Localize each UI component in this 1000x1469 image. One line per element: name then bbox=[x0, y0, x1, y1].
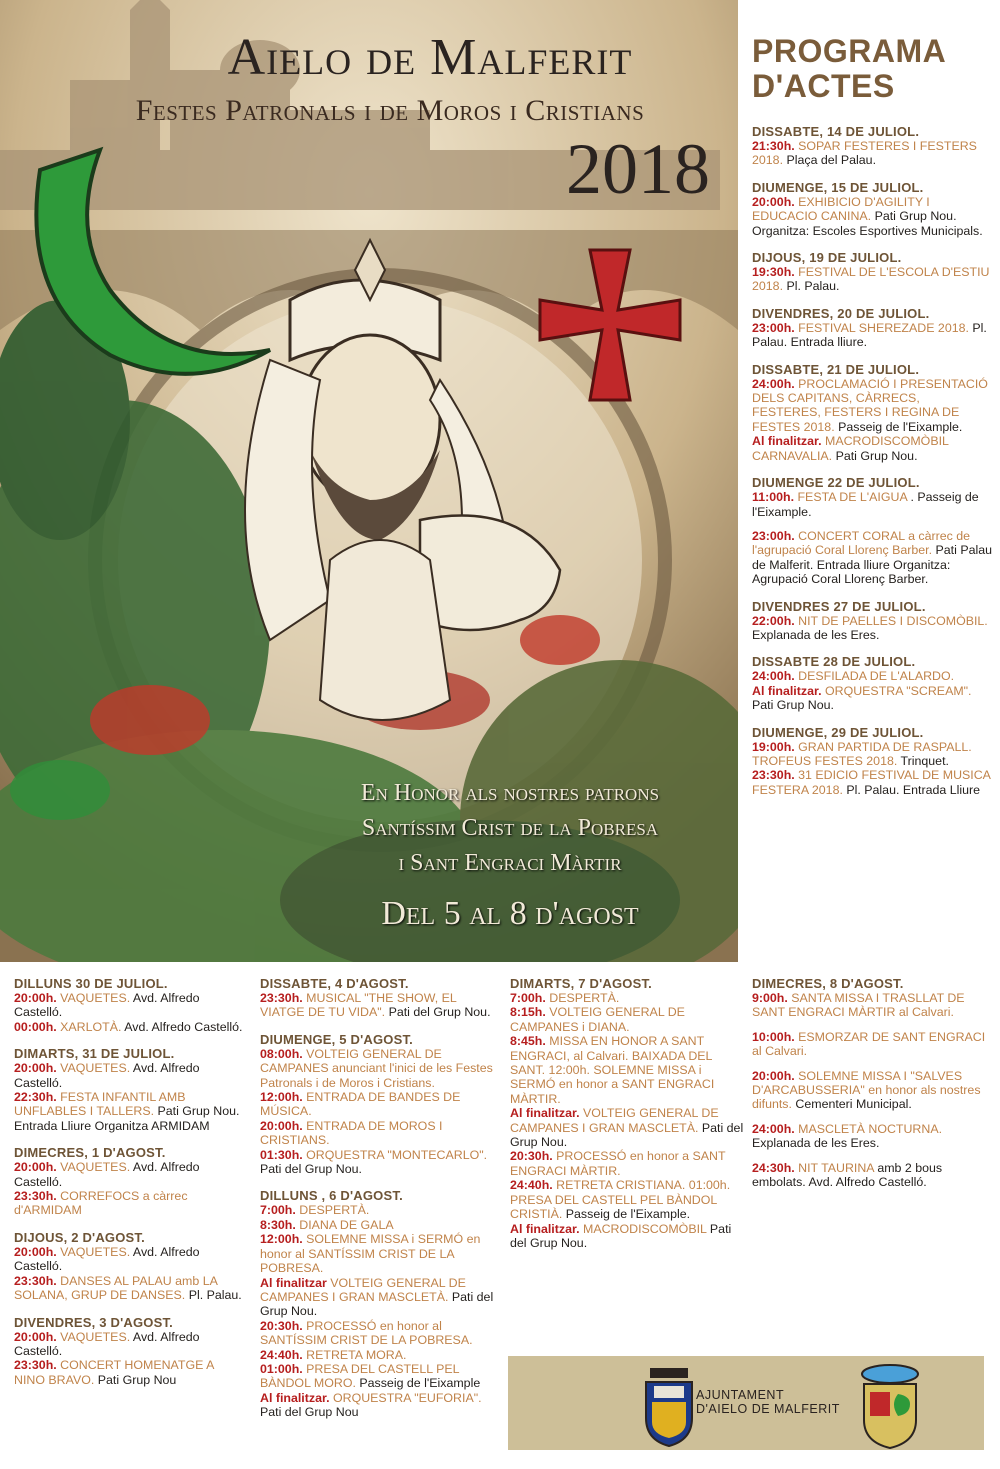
event-time: 23:30h. bbox=[14, 1189, 57, 1204]
event-time: 24:00h. bbox=[752, 1121, 795, 1136]
event-title: 31 EDICIO FESTIVAL DE MUSICA FESTERA 2018. bbox=[752, 768, 991, 797]
event-place: Pati del Grup Nou. bbox=[510, 1221, 732, 1250]
event-time: Al finalitzar. bbox=[510, 1106, 580, 1121]
event-time: 8:30h. bbox=[260, 1217, 296, 1232]
schedule-event bbox=[752, 1069, 992, 1112]
event-title: PROCESSÓ en honor a SANT ENGRACI MÀRTIR. bbox=[510, 1149, 726, 1178]
event-time: 23:00h. bbox=[752, 528, 795, 543]
event-time: 19:00h. bbox=[752, 739, 795, 754]
ayuntamiento-label bbox=[696, 1388, 840, 1416]
schedule-event bbox=[510, 1106, 746, 1149]
event-title: RETRETA MORA. bbox=[306, 1347, 407, 1362]
schedule-event bbox=[14, 1160, 246, 1189]
event-title: ORQUESTRA "SCREAM". bbox=[825, 683, 972, 698]
schedule-event bbox=[14, 1090, 246, 1133]
event-time: 20:30h. bbox=[510, 1149, 553, 1164]
event-title: MACRODISCOMÒBIL bbox=[583, 1221, 707, 1236]
schedule-event bbox=[260, 1391, 498, 1420]
event-time: 20:30h. bbox=[260, 1318, 303, 1333]
day-heading: DIMECRES, 1 D'AGOST. bbox=[14, 1145, 166, 1161]
event-time: 7:00h. bbox=[260, 1203, 296, 1218]
event-place: Organitza: Escoles Esportives Municipals. bbox=[752, 223, 983, 238]
honor-line-3: i Sant Engraci Màrtir bbox=[398, 850, 622, 876]
event-title: CORREFOCS a càrrec d'ARMIDAM bbox=[14, 1189, 188, 1218]
event-title: MASCLETÀ NOCTURNA. bbox=[798, 1121, 943, 1136]
schedule-event bbox=[260, 1203, 498, 1217]
event-title: FESTA INFANTIL AMB UNFLABLES I TALLERS. bbox=[14, 1090, 186, 1119]
schedule-event bbox=[752, 195, 992, 224]
event-place: Pl. Palau. Entrada lliure. bbox=[752, 320, 987, 350]
event-title: DIANA DE GALA bbox=[299, 1217, 394, 1232]
event-title: DESPERTÀ. bbox=[549, 991, 620, 1005]
event-title: PROCLAMACIÓ I PRESENTACIÓ DELS CAPITANS, CÀRRECS, FESTERES, FESTERS I REGINA DE FESTES 2018. bbox=[752, 376, 988, 434]
event-time: 23:00h. bbox=[752, 320, 795, 335]
event-time: 24:00h. bbox=[752, 669, 795, 684]
event-title: RETRETA CRISTIANA. 01:00h. PRESA DEL CASTELL PEL BÀNDOL CRISTIÀ. bbox=[510, 1178, 731, 1222]
event-time: 20:00h. bbox=[14, 1160, 57, 1175]
event-time: 10:00h. bbox=[752, 1029, 795, 1044]
event-place: Pati Grup Nou. bbox=[874, 209, 957, 224]
event-time: 08:00h. bbox=[260, 1046, 303, 1061]
event-place: Avd. Alfredo Castelló. bbox=[124, 1019, 243, 1034]
schedule-event bbox=[260, 1090, 498, 1119]
schedule-event bbox=[752, 1122, 992, 1151]
schedule-event bbox=[14, 1020, 246, 1034]
event-time: 20:00h. bbox=[14, 1244, 57, 1259]
event-time: 11:00h. bbox=[752, 490, 795, 505]
event-place: Pl. Palau. bbox=[188, 1288, 242, 1303]
event-place: Passeig de l'Eixample bbox=[359, 1376, 481, 1391]
event-time: Al finalitzar. bbox=[752, 683, 822, 698]
event-title: XARLOTÀ. bbox=[60, 1019, 122, 1034]
event-title: ENTRADA DE MOROS I CRISTIANS. bbox=[260, 1118, 443, 1148]
event-title: FESTIVAL DE L'ESCOLA D'ESTIU 2018. bbox=[752, 265, 990, 294]
schedule-event bbox=[752, 768, 992, 797]
event-title: VOLTEIG GENERAL DE CAMPANES anunciant l'inici de les Festes Patronals i de Moros i Cristians. bbox=[260, 1046, 493, 1090]
event-time: 24:40h. bbox=[510, 1178, 553, 1193]
schedule-event bbox=[510, 991, 746, 1005]
schedule-event bbox=[260, 991, 498, 1020]
schedule-event bbox=[260, 1119, 498, 1148]
schedule-event bbox=[510, 1222, 746, 1251]
event-place: Pati del Grup Nou. bbox=[510, 1120, 744, 1150]
event-title: VAQUETES. bbox=[60, 991, 131, 1005]
event-time: 24:40h. bbox=[260, 1347, 303, 1362]
event-place: Pati Palau de Malferit. Entrada lliure Organitza: Agrupació Coral Llorenç Barber. bbox=[752, 543, 993, 587]
event-time: 22:00h. bbox=[752, 613, 795, 628]
event-title: VAQUETES. bbox=[60, 1160, 131, 1175]
event-title: CONCERT CORAL a càrrec de l'agrupació Coral Llorenç Barber. bbox=[752, 528, 971, 558]
schedule-event bbox=[14, 991, 246, 1020]
event-place: Passeig de l'Eixample. bbox=[838, 419, 963, 434]
event-time: 19:30h. bbox=[752, 265, 795, 280]
schedule-event bbox=[510, 1178, 746, 1221]
schedule-event bbox=[752, 490, 992, 519]
day-heading: DIJOUS, 19 DE JULIOL. bbox=[752, 250, 902, 266]
schedule-column-1 bbox=[14, 976, 246, 1387]
event-title: VOLTEIG GENERAL DE CAMPANES I GRAN MASCLETÀ. bbox=[260, 1275, 466, 1304]
event-time: 01:30h. bbox=[260, 1147, 303, 1162]
schedule-event bbox=[752, 614, 992, 643]
event-time: 20:00h. bbox=[260, 1118, 303, 1133]
event-time: 01:00h. bbox=[260, 1361, 303, 1376]
event-time: 8:45h. bbox=[510, 1034, 546, 1049]
event-title: DANSES AL PALAU amb LA SOLANA, GRUP DE DANSES. bbox=[14, 1273, 218, 1303]
day-heading: DISSABTE 28 DE JULIOL. bbox=[752, 654, 916, 670]
event-time: 24:30h. bbox=[752, 1160, 795, 1175]
event-time: 23:30h. bbox=[14, 1273, 57, 1288]
poster-title: Aielo de Malferit bbox=[227, 29, 633, 86]
day-heading: DISSABTE, 4 D'AGOST. bbox=[260, 976, 409, 991]
event-time: 8:15h. bbox=[510, 1005, 546, 1020]
event-title: ESMORZAR DE SANT ENGRACI al Calvari. bbox=[752, 1029, 986, 1059]
schedule-event bbox=[260, 1047, 498, 1090]
event-time: Al finalitzar. bbox=[260, 1390, 330, 1405]
schedule-event bbox=[752, 265, 992, 294]
event-title: MACRODISCOMÒBIL CARNAVALIA. bbox=[752, 434, 949, 463]
schedule-event bbox=[752, 991, 992, 1020]
schedule-event bbox=[752, 321, 992, 350]
event-place: Pl. Palau. Entrada Lliure bbox=[846, 782, 980, 797]
ayto-line-1: AJUNTAMENT bbox=[696, 1388, 785, 1402]
event-time: Al finalitzar. bbox=[752, 434, 822, 449]
event-place: Pl. Palau. bbox=[786, 279, 840, 294]
honor-line-1: En Honor als nostres patrons bbox=[360, 780, 660, 806]
event-place: Passeig de l'Eixample. bbox=[565, 1207, 691, 1222]
schedule-event bbox=[752, 1161, 992, 1190]
event-place: Pati Grup Nou. Entrada Lliure Organitza ARMIDAM bbox=[14, 1104, 240, 1133]
event-place: . Passeig de l'Eixample. bbox=[752, 490, 979, 519]
event-title: ORQUESTRA "MONTECARLO". bbox=[306, 1147, 488, 1162]
schedule-event bbox=[752, 684, 992, 713]
schedule-event bbox=[260, 1348, 498, 1362]
schedule-event bbox=[752, 434, 992, 463]
event-place: Pati del Grup Nou. bbox=[260, 1289, 494, 1319]
honor-line-2: Santíssim Crist de la Pobresa bbox=[361, 815, 659, 841]
event-place: Avd. Alfredo Castelló. bbox=[14, 1061, 200, 1090]
day-heading: DIUMENGE, 29 DE JULIOL. bbox=[752, 724, 924, 740]
event-place: Explanada de les Eres. bbox=[752, 627, 880, 642]
schedule-event bbox=[14, 1330, 246, 1359]
day-heading: DIMECRES, 8 D'AGOST. bbox=[752, 976, 904, 991]
event-title: NIT TAURINA bbox=[798, 1160, 874, 1175]
day-heading: DIVENDRES, 20 DE JULIOL. bbox=[752, 305, 930, 321]
event-title: VAQUETES. bbox=[60, 1244, 131, 1259]
day-heading: DIMARTS, 7 D'AGOST. bbox=[510, 976, 652, 991]
footer-banner bbox=[508, 1356, 984, 1450]
event-title: GRAN PARTIDA DE RASPALL. TROFEUS FESTES 2018. bbox=[752, 739, 972, 768]
event-time: Al finalitzar. bbox=[510, 1221, 580, 1236]
event-place: Explanada de les Eres. bbox=[752, 1136, 880, 1151]
event-place: Pati del Grup Nou. bbox=[260, 1162, 362, 1177]
schedule-event bbox=[260, 1148, 498, 1177]
event-place: Cementeri Municipal. bbox=[795, 1097, 912, 1112]
programa-title-line1: PROGRAMA bbox=[752, 33, 947, 69]
event-title: VOLTEIG GENERAL DE CAMPANES i DIANA. bbox=[510, 1005, 685, 1034]
event-title: FESTIVAL SHEREZADE 2018. bbox=[798, 320, 969, 335]
event-place: Avd. Alfredo Castelló. bbox=[14, 991, 200, 1020]
event-time: Al finalitzar bbox=[260, 1275, 327, 1290]
schedule-event bbox=[752, 740, 992, 769]
event-time: 20:00h. bbox=[14, 991, 57, 1005]
event-place: Pati del Grup Nou bbox=[260, 1405, 359, 1420]
schedule-event bbox=[14, 1358, 246, 1387]
schedule-column-right bbox=[752, 124, 992, 797]
day-heading: DILLUNS 30 DE JULIOL. bbox=[14, 976, 168, 991]
event-title: SANTA MISSA I TRASLLAT DE SANT ENGRACI MÀRTIR al Calvari. bbox=[752, 991, 965, 1020]
event-time: 23:30h. bbox=[752, 768, 795, 783]
event-place: Pati del Grup Nou. bbox=[388, 1005, 491, 1020]
event-title: DESPERTÀ. bbox=[299, 1203, 370, 1218]
event-time: 23:30h. bbox=[260, 991, 303, 1005]
schedule-event bbox=[752, 224, 992, 238]
schedule-event bbox=[752, 669, 992, 683]
day-heading: DISSABTE, 21 DE JULIOL. bbox=[752, 361, 920, 377]
schedule-event bbox=[510, 1149, 746, 1178]
event-place: Avd. Alfredo Castelló. bbox=[14, 1244, 200, 1274]
schedule-event bbox=[260, 1218, 498, 1232]
event-place: Plaça del Palau. bbox=[786, 153, 877, 168]
event-time: 22:30h. bbox=[14, 1090, 57, 1105]
schedule-event bbox=[752, 529, 992, 587]
day-heading: DIVENDRES 27 DE JULIOL. bbox=[752, 598, 926, 614]
event-time: 00:00h. bbox=[14, 1019, 57, 1034]
day-heading: DILLUNS , 6 D'AGOST. bbox=[260, 1188, 403, 1204]
event-title: NIT DE PAELLES I DISCOMÒBIL. bbox=[798, 613, 988, 628]
event-place: Avd. Alfredo Castelló. bbox=[14, 1160, 200, 1189]
schedule-event bbox=[510, 1005, 746, 1034]
event-title: VOLTEIG GENERAL DE CAMPANES I GRAN MASCLETÀ. bbox=[510, 1106, 719, 1135]
event-time: 9:00h. bbox=[752, 991, 788, 1005]
schedule-event bbox=[752, 1030, 992, 1059]
event-title: MISSA EN HONOR A SANT ENGRACI, al Calvari. BAIXADA DEL SANT. 12:00h. SOLEMNE MISSA i SERMÓ en honor a SANT ENGRACI MÀRTIR. bbox=[510, 1034, 715, 1106]
day-heading: DIUMENGE, 15 DE JULIOL. bbox=[752, 179, 924, 195]
event-title: FESTA DE L'AIGUA bbox=[797, 490, 908, 505]
event-title: CONCERT HOMENATGE A NINO BRAVO. bbox=[14, 1358, 214, 1387]
event-place: Pati Grup Nou. bbox=[835, 448, 918, 463]
day-heading: DIMARTS, 31 DE JULIOL. bbox=[14, 1046, 175, 1062]
event-title: PROCESSÓ en honor al SANTÍSSIM CRIST DE LA POBRESA. bbox=[260, 1318, 473, 1348]
day-heading: DIJOUS, 2 D'AGOST. bbox=[14, 1229, 145, 1245]
event-time: 20:00h. bbox=[14, 1329, 57, 1344]
schedule-event bbox=[14, 1061, 246, 1090]
poster-year: 2018 bbox=[566, 129, 710, 209]
event-title: MUSICAL "THE SHOW, EL VIATGE DE TU VIDA". bbox=[260, 991, 457, 1020]
event-title: EXHIBICIO D'AGILITY I EDUCACIO CANINA. bbox=[752, 194, 930, 224]
programa-title bbox=[752, 34, 992, 104]
day-heading: DISSABTE, 14 DE JULIOL. bbox=[752, 124, 920, 139]
festival-shield-icon bbox=[862, 1365, 918, 1448]
event-time: 12:00h. bbox=[260, 1090, 303, 1105]
day-heading: DIUMENGE 22 DE JULIOL. bbox=[752, 475, 920, 491]
event-time: 20:00h. bbox=[14, 1061, 57, 1076]
ayto-line-2: D'AIELO DE MALFERIT bbox=[696, 1402, 840, 1416]
event-title: DESFILADA DE L'ALARDO. bbox=[798, 669, 955, 684]
event-title: VAQUETES. bbox=[60, 1329, 131, 1344]
schedule-event bbox=[260, 1362, 498, 1391]
schedule-column-2 bbox=[260, 976, 498, 1420]
event-time: 7:00h. bbox=[510, 991, 546, 1005]
event-title: ENTRADA DE BANDES DE MÚSICA. bbox=[260, 1090, 461, 1119]
schedule-column-3 bbox=[510, 976, 746, 1250]
event-time: 24:00h. bbox=[752, 376, 795, 391]
festival-dates: Del 5 al 8 d'agost bbox=[381, 895, 639, 932]
schedule-event bbox=[752, 139, 992, 168]
event-place: Trinquet. bbox=[900, 753, 949, 768]
event-title: ORQUESTRA "EUFORIA". bbox=[333, 1390, 482, 1405]
event-title: SOPAR FESTERES I FESTERS 2018. bbox=[752, 139, 977, 168]
programa-title-line2: D'ACTES bbox=[752, 68, 895, 104]
schedule-event bbox=[260, 1232, 498, 1275]
schedule-event bbox=[510, 1034, 746, 1106]
schedule-column-4 bbox=[752, 976, 992, 1189]
town-shield-icon bbox=[646, 1368, 692, 1446]
schedule-event bbox=[260, 1319, 498, 1348]
event-title: SOLEMNE MISSA i SERMÓ en honor al SANTÍSSIM CRIST DE LA POBRESA. bbox=[260, 1232, 481, 1276]
schedule-event bbox=[14, 1189, 246, 1218]
schedule-event bbox=[14, 1274, 246, 1303]
event-title: SOLEMNE MISSA I "SALVES D'ARCABUSSERIA" en honor als nostres difunts. bbox=[752, 1068, 981, 1112]
event-title: VAQUETES. bbox=[60, 1061, 131, 1076]
event-time: 20:00h. bbox=[752, 194, 795, 209]
event-time: 21:30h. bbox=[752, 139, 795, 153]
day-heading: DIVENDRES, 3 D'AGOST. bbox=[14, 1314, 173, 1330]
schedule-event bbox=[14, 1245, 246, 1274]
event-place: Avd. Alfredo Castelló. bbox=[14, 1329, 200, 1358]
event-time: 23:30h. bbox=[14, 1358, 57, 1373]
event-place: Pati Grup Nou bbox=[97, 1372, 177, 1387]
schedule-event bbox=[752, 377, 992, 435]
event-time: 12:00h. bbox=[260, 1232, 303, 1247]
poster-subtitle: Festes Patronals i de Moros i Cristians bbox=[135, 94, 645, 127]
schedule-event bbox=[260, 1276, 498, 1319]
poster-artwork bbox=[0, 0, 738, 962]
day-heading: DIUMENGE, 5 D'AGOST. bbox=[260, 1031, 413, 1047]
event-place: amb 2 bous embolats. Avd. Alfredo Castelló. bbox=[752, 1160, 943, 1190]
event-title: PRESA DEL CASTELL PEL BÀNDOL MORO. bbox=[260, 1361, 460, 1391]
event-time: 20:00h. bbox=[752, 1068, 795, 1083]
event-place: Pati Grup Nou. bbox=[752, 698, 834, 713]
